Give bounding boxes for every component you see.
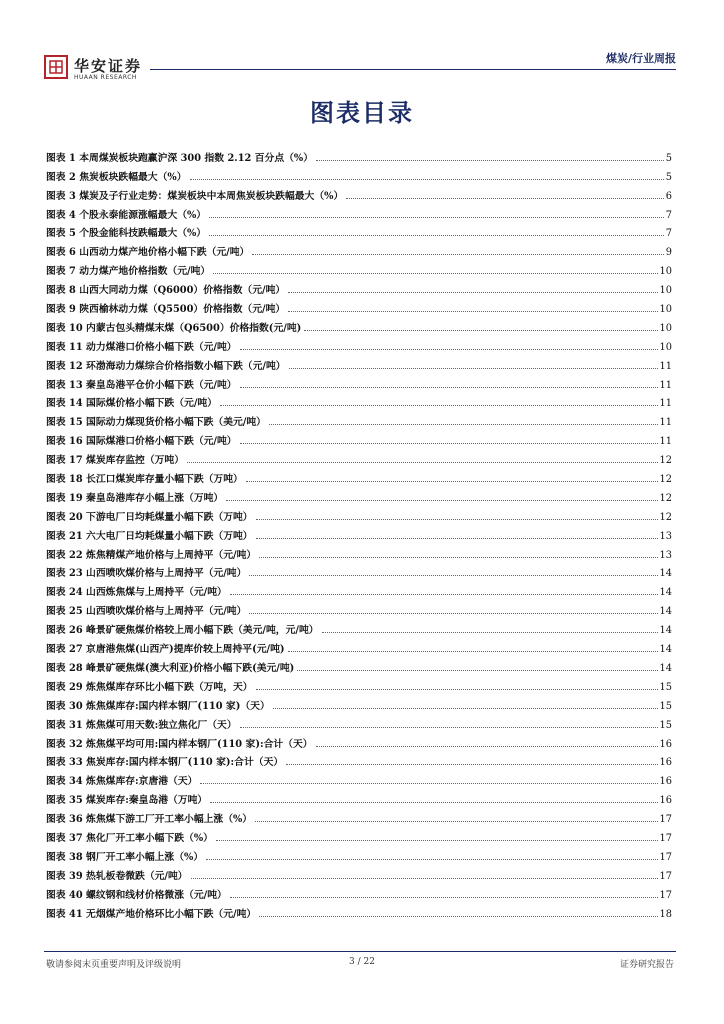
toc-leader-dots: [249, 574, 657, 576]
toc-entry-title[interactable]: 图表 25 山西喷吹煤价格与上周持平（元/吨）: [46, 606, 247, 618]
toc-entry[interactable]: [46, 466, 672, 485]
toc-entry-title[interactable]: 图表 34 炼焦煤库存:京唐港（天）: [46, 776, 198, 788]
toc-entry-page[interactable]: 18: [659, 908, 672, 920]
toc-entry-title[interactable]: 图表 3 煤炭及子行业走势：煤炭板块中本周焦炭板块跌幅最大（%）: [46, 190, 344, 202]
toc-entry-page[interactable]: 14: [659, 625, 672, 637]
toc-entry-page[interactable]: 17: [659, 851, 672, 863]
toc-entry-page[interactable]: 10: [659, 285, 672, 297]
toc-entry[interactable]: [46, 617, 672, 636]
toc-entry[interactable]: [46, 750, 672, 769]
toc-leader-dots: [273, 707, 658, 709]
toc-entry-page[interactable]: 11: [659, 436, 672, 448]
toc-entry-title[interactable]: 图表 6 山西动力煤产地价格小幅下跌（元/吨）: [46, 247, 250, 259]
toc-entry[interactable]: [46, 542, 672, 561]
logo-mark-icon: [44, 55, 68, 79]
toc-leader-dots: [191, 877, 658, 879]
toc-entry-title[interactable]: 图表 32 炼焦煤平均可用:国内样本钢厂(110 家):合计（天）: [46, 738, 313, 750]
toc-entry-title[interactable]: 图表 9 陕西榆林动力煤（Q5500）价格指数（元/吨）: [46, 304, 286, 316]
toc-entry[interactable]: [46, 844, 672, 863]
toc-entry-page[interactable]: 6: [665, 190, 672, 202]
toc-entry-title[interactable]: 图表 28 峰景矿硬焦煤(澳大利亚)价格小幅下跌(美元/吨): [46, 662, 295, 674]
toc-entry[interactable]: [46, 296, 672, 315]
toc-entry-page[interactable]: 13: [659, 530, 672, 542]
toc-leader-dots: [304, 329, 657, 331]
toc-leader-dots: [213, 272, 657, 274]
toc-entry-page[interactable]: 9: [665, 247, 672, 259]
footer-report-type: 证券研究报告: [619, 960, 674, 970]
toc-leader-dots: [256, 537, 658, 539]
toc-entry[interactable]: [46, 882, 672, 901]
toc-leader-dots: [230, 896, 658, 898]
toc-entry[interactable]: [46, 372, 672, 391]
toc-leader-dots: [240, 386, 658, 388]
toc-entry[interactable]: [46, 504, 672, 523]
toc-entry[interactable]: [46, 636, 672, 655]
toc-leader-dots: [288, 650, 658, 652]
toc-entry-page[interactable]: 10: [659, 322, 672, 334]
toc-leader-dots: [259, 556, 657, 558]
toc-entry[interactable]: [46, 221, 672, 240]
toc-leader-dots: [252, 253, 663, 255]
toc-entry-title[interactable]: 图表 35 煤炭库存:秦皇岛港（万吨）: [46, 795, 208, 807]
toc-leader-dots: [288, 310, 657, 312]
page-title: 图表目录: [310, 99, 414, 127]
toc-leader-dots: [316, 745, 658, 747]
toc-entry[interactable]: [46, 655, 672, 674]
toc-entry-title[interactable]: 图表 31 炼焦煤可用天数:独立焦化厂（天）: [46, 719, 237, 731]
toc-entry-page[interactable]: 10: [659, 341, 672, 353]
toc-leader-dots: [187, 461, 658, 463]
toc-entry-page[interactable]: 5: [665, 152, 672, 164]
toc-entry-title[interactable]: 图表 29 炼焦煤库存环比小幅下跌（万吨，天）: [46, 681, 253, 693]
toc-entry[interactable]: [46, 561, 672, 580]
toc-leader-dots: [226, 499, 657, 501]
toc-leader-dots: [316, 159, 664, 161]
toc-entry-page[interactable]: 17: [659, 889, 672, 901]
company-logo: [44, 55, 244, 85]
toc-entry-page[interactable]: 14: [659, 606, 672, 618]
toc-entry-page[interactable]: 11: [659, 379, 672, 391]
figure-toc: [46, 145, 672, 920]
toc-entry-page[interactable]: 16: [659, 776, 672, 788]
toc-entry[interactable]: [46, 409, 672, 428]
toc-entry-title[interactable]: 图表 23 山西喷吹煤价格与上周持平（元/吨）: [46, 568, 247, 580]
footer-disclaimer: 敬请参阅末页重要声明及评级说明: [46, 960, 182, 970]
toc-entry-page[interactable]: 12: [659, 455, 672, 467]
toc-entry-title[interactable]: 图表 24 山西炼焦煤与上周持平（元/吨）: [46, 587, 227, 599]
toc-entry-page[interactable]: 17: [659, 870, 672, 882]
toc-entry-title[interactable]: 图表 4 个股永泰能源涨幅最大（%）: [46, 209, 207, 221]
toc-entry[interactable]: [46, 693, 672, 712]
toc-entry-page[interactable]: 12: [659, 474, 672, 486]
toc-entry-page[interactable]: 15: [659, 700, 672, 712]
toc-entry[interactable]: [46, 145, 672, 164]
toc-leader-dots: [269, 423, 658, 425]
toc-entry[interactable]: [46, 579, 672, 598]
toc-leader-dots: [210, 801, 657, 803]
toc-entry-page[interactable]: 13: [659, 549, 672, 561]
toc-entry-title[interactable]: 图表 33 焦炭库存:国内样本钢厂(110 家):合计（天）: [46, 757, 284, 769]
toc-entry-title[interactable]: 图表 1 本周煤炭板块跑赢沪深 300 指数 2.12 百分点（%）: [46, 152, 314, 164]
toc-entry[interactable]: [46, 202, 672, 221]
toc-entry-title[interactable]: 图表 11 动力煤港口价格小幅下跌（元/吨）: [46, 341, 237, 353]
toc-entry-title[interactable]: 图表 41 无烟煤产地价格环比小幅下跌（元/吨）: [46, 908, 257, 920]
toc-entry-page[interactable]: 7: [665, 209, 672, 221]
toc-entry-page[interactable]: 16: [659, 738, 672, 750]
toc-leader-dots: [216, 839, 658, 841]
toc-leader-dots: [240, 348, 658, 350]
toc-leader-dots: [289, 367, 658, 369]
toc-entry-page[interactable]: 15: [659, 681, 672, 693]
toc-entry-page[interactable]: 15: [659, 719, 672, 731]
toc-leader-dots: [240, 442, 658, 444]
toc-entry-title[interactable]: 图表 15 国际动力煤现货价格小幅下跌（美元/吨）: [46, 417, 266, 429]
header-divider: [150, 69, 676, 70]
toc-leader-dots: [220, 404, 658, 406]
toc-entry-page[interactable]: 16: [659, 795, 672, 807]
toc-entry[interactable]: [46, 901, 672, 920]
toc-leader-dots: [286, 763, 657, 765]
toc-entry[interactable]: [46, 277, 672, 296]
toc-entry-page[interactable]: 10: [659, 266, 672, 278]
toc-entry[interactable]: [46, 712, 672, 731]
logo-brand-cn: 华安证券: [74, 57, 143, 75]
toc-entry[interactable]: [46, 485, 672, 504]
toc-entry-title[interactable]: 图表 5 个股金能科技跌幅最大（%）: [46, 228, 207, 240]
toc-entry[interactable]: [46, 164, 672, 183]
toc-entry[interactable]: [46, 598, 672, 617]
toc-entry-page[interactable]: 14: [659, 644, 672, 656]
toc-leader-dots: [255, 820, 657, 822]
footer-divider: [44, 951, 676, 952]
toc-entry-title[interactable]: 图表 2 焦炭板块跌幅最大（%）: [46, 171, 187, 183]
toc-entry[interactable]: [46, 239, 672, 258]
toc-entry[interactable]: [46, 447, 672, 466]
toc-entry-title[interactable]: 图表 16 国际煤港口价格小幅下跌（元/吨）: [46, 436, 237, 448]
toc-leader-dots: [346, 197, 664, 199]
toc-entry[interactable]: [46, 825, 672, 844]
toc-entry-page[interactable]: 10: [659, 304, 672, 316]
toc-entry-title[interactable]: 图表 26 峰景矿硬焦煤价格较上周小幅下跌（美元/吨，元/吨）: [46, 625, 319, 637]
toc-entry[interactable]: [46, 391, 672, 410]
toc-leader-dots: [288, 291, 657, 293]
toc-entry[interactable]: [46, 334, 672, 353]
toc-entry-title[interactable]: 图表 10 内蒙古包头精煤末煤（Q6500）价格指数(元/吨): [46, 322, 302, 334]
toc-entry[interactable]: [46, 768, 672, 787]
toc-entry-title[interactable]: 图表 37 焦化厂开工率小幅下跌（%）: [46, 832, 213, 844]
toc-entry-page[interactable]: 11: [659, 417, 672, 429]
toc-entry-title[interactable]: 图表 19 秦皇岛港库存小幅上涨（万吨）: [46, 492, 224, 504]
toc-leader-dots: [322, 631, 658, 633]
toc-entry-page[interactable]: 17: [659, 814, 672, 826]
toc-entry-title[interactable]: 图表 18 长江口煤炭库存量小幅下跌（万吨）: [46, 474, 243, 486]
report-section-label: 煤炭/行业周报: [605, 52, 676, 65]
toc-entry-title[interactable]: 图表 17 煤炭库存监控（万吨）: [46, 455, 185, 467]
toc-entry[interactable]: [46, 258, 672, 277]
toc-leader-dots: [256, 688, 658, 690]
toc-leader-dots: [200, 782, 657, 784]
toc-leader-dots: [246, 480, 658, 482]
toc-leader-dots: [249, 612, 657, 614]
toc-entry-page[interactable]: 11: [659, 360, 672, 372]
toc-entry-title[interactable]: 图表 21 六大电厂日均耗煤量小幅下跌（万吨）: [46, 530, 253, 542]
toc-entry[interactable]: [46, 183, 672, 202]
toc-leader-dots: [209, 216, 664, 218]
toc-leader-dots: [240, 726, 658, 728]
toc-leader-dots: [206, 858, 657, 860]
toc-entry-title[interactable]: 图表 40 螺纹钢和线材价格微涨（元/吨）: [46, 889, 227, 901]
toc-entry-page[interactable]: 7: [665, 228, 672, 240]
toc-entry-page[interactable]: 16: [659, 757, 672, 769]
toc-entry[interactable]: [46, 787, 672, 806]
toc-leader-dots: [209, 234, 664, 236]
toc-entry[interactable]: [46, 523, 672, 542]
toc-entry-title[interactable]: 图表 36 炼焦煤下游工厂开工率小幅上涨（%）: [46, 814, 253, 826]
toc-entry-page[interactable]: 14: [659, 662, 672, 674]
toc-entry-page[interactable]: 12: [659, 492, 672, 504]
toc-entry-title[interactable]: 图表 30 炼焦煤库存:国内样本钢厂(110 家)（天）: [46, 700, 270, 712]
toc-leader-dots: [297, 669, 657, 671]
toc-entry-page[interactable]: 11: [659, 398, 672, 410]
toc-leader-dots: [190, 178, 664, 180]
toc-entry[interactable]: [46, 731, 672, 750]
toc-entry-title[interactable]: 图表 20 下游电厂日均耗煤量小幅下跌（万吨）: [46, 511, 253, 523]
toc-entry-page[interactable]: 5: [665, 171, 672, 183]
toc-entry[interactable]: [46, 353, 672, 372]
logo-brand-en: HUAAN RESEARCH: [74, 74, 137, 81]
toc-entry-title[interactable]: 图表 39 热轧板卷微跌（元/吨）: [46, 870, 188, 882]
toc-entry[interactable]: [46, 674, 672, 693]
toc-entry-title[interactable]: 图表 8 山西大同动力煤（Q6000）价格指数（元/吨）: [46, 285, 286, 297]
toc-entry[interactable]: [46, 806, 672, 825]
page-number: 3 / 22: [349, 957, 375, 967]
toc-entry[interactable]: [46, 428, 672, 447]
toc-entry-page[interactable]: 17: [659, 832, 672, 844]
toc-entry[interactable]: [46, 315, 672, 334]
toc-entry-title[interactable]: 图表 14 国际煤价格小幅下跌（元/吨）: [46, 398, 217, 410]
toc-leader-dots: [259, 915, 657, 917]
toc-entry-title[interactable]: 图表 12 环渤海动力煤综合价格指数小幅下跌（元/吨）: [46, 360, 286, 372]
toc-entry-title[interactable]: 图表 13 秦皇岛港平仓价小幅下跌（元/吨）: [46, 379, 237, 391]
toc-entry-title[interactable]: 图表 38 钢厂开工率小幅上涨（%）: [46, 851, 204, 863]
toc-leader-dots: [256, 518, 658, 520]
toc-entry-title[interactable]: 图表 27 京唐港焦煤(山西产)提库价较上周持平(元/吨): [46, 644, 285, 656]
toc-entry-page[interactable]: 14: [659, 568, 672, 580]
toc-entry-title[interactable]: 图表 7 动力煤产地价格指数（元/吨）: [46, 266, 211, 278]
toc-entry-page[interactable]: 12: [659, 511, 672, 523]
toc-entry[interactable]: [46, 863, 672, 882]
toc-leader-dots: [230, 593, 658, 595]
toc-entry-page[interactable]: 14: [659, 587, 672, 599]
toc-entry-title[interactable]: 图表 22 炼焦精煤产地价格与上周持平（元/吨）: [46, 549, 257, 561]
